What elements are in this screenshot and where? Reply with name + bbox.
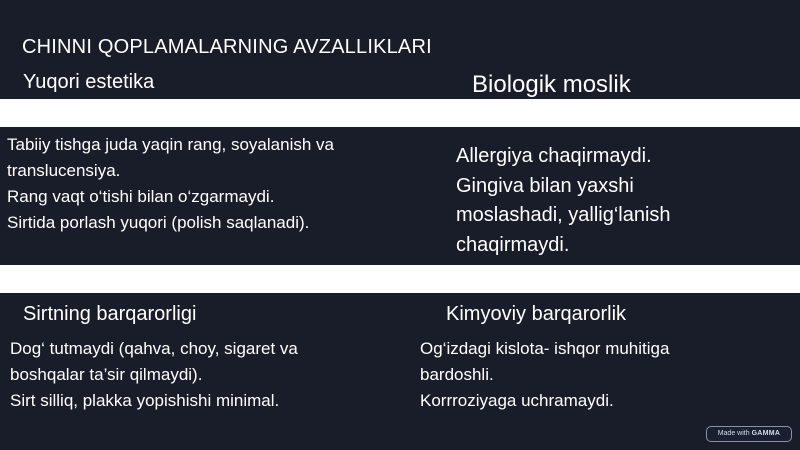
text-line: Rang vaqt o‘tishi bilan o‘zgarmaydi.: [7, 187, 275, 206]
heading-aesthetics: Yuqori estetika: [23, 71, 155, 93]
text-line: translucensiya.: [7, 161, 121, 180]
text-line: Allergiya chaqirmaydi.: [456, 145, 652, 167]
biocompatibility-text: [456, 142, 671, 260]
badge-brand: GAMMA: [751, 430, 781, 437]
text-line: Sirt silliq, plakka yopishishi minimal.: [10, 391, 280, 410]
text-line: Korrroziyaga uchramaydi.: [420, 391, 614, 410]
aesthetics-text: [7, 132, 334, 236]
text-line: chaqirmaydi.: [456, 233, 570, 256]
badge-prefix: Made with: [717, 430, 752, 437]
text-line: Og‘izdagi kislota- ishqor muhitiga: [420, 339, 670, 358]
text-line: Dog‘ tutmaydi (qahva, choy, sigaret va: [10, 339, 298, 358]
text-line: moslashadi, yallig‘lanish: [456, 204, 671, 226]
text-line: bardoshli.: [420, 365, 494, 384]
made-with-gamma-badge[interactable]: [706, 426, 792, 442]
heading-surface-stability: Sirtning barqarorligi: [23, 303, 197, 325]
surface-stability-text: [10, 336, 298, 414]
heading-chemical-stability: Kimyoviy barqarorlik: [446, 303, 627, 325]
text-line: boshqalar ta’sir qilmaydi).: [10, 365, 203, 384]
slide-title: CHINNI QOPLAMALARNING AVZALLIKLARI: [22, 36, 432, 58]
text-line: Sirtida porlash yuqori (polish saqlanadi).: [7, 213, 310, 232]
heading-biocompatibility: Biologik moslik: [472, 71, 631, 98]
chemical-stability-text: [420, 336, 669, 414]
text-line: Gingiva bilan yaxshi: [456, 174, 634, 197]
text-line: Tabiiy tishga juda yaqin rang, soyalanish va: [7, 135, 334, 154]
divider-band-top: [0, 99, 800, 127]
divider-band-bottom: [0, 265, 800, 293]
